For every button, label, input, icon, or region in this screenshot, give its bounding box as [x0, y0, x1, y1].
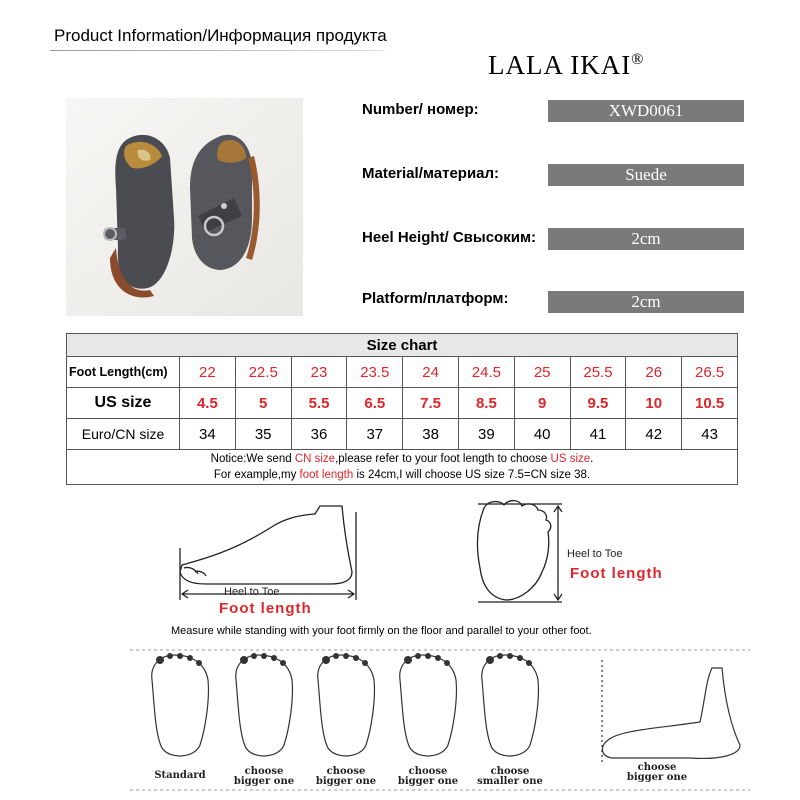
side-foot-outline: [180, 506, 352, 584]
measure-instruction: Measure while standing with your foot firmly on the floor and parallel to your other foot.: [171, 625, 592, 637]
caption-line: choose: [490, 766, 530, 777]
caption-line: Standard: [154, 770, 206, 781]
caption-bigger-3: [388, 767, 468, 787]
table-cell: 42: [626, 419, 682, 450]
toe-lines: [184, 567, 206, 576]
caption-line: bigger one: [397, 776, 459, 787]
notice-text: is 24cm,I will choose US size 7.5=CN size 38.: [353, 469, 591, 481]
foot-smaller: [482, 655, 539, 756]
table-cell: 26.5: [682, 357, 738, 388]
caption-line: choose: [326, 766, 366, 777]
spec-label-material: Material/материал:: [362, 165, 500, 182]
table-cell: 5.5: [291, 388, 347, 419]
table-cell: 36: [291, 419, 347, 450]
table-cell: 35: [235, 419, 291, 450]
heel-to-toe-label-top: Heel to Toe: [567, 548, 623, 560]
spec-label-number: Number/ номер:: [362, 101, 479, 118]
notice-text: Notice:We send: [210, 453, 295, 465]
brand-logo: [488, 50, 644, 81]
foot-bigger-1: [236, 655, 293, 756]
notice-highlight-us-size: US size: [550, 453, 591, 465]
foot-bigger-3: [400, 655, 457, 756]
us-size-row: [67, 388, 738, 419]
spec-value-heel-height: 2cm: [548, 228, 744, 250]
table-cell: 10.5: [682, 388, 738, 419]
notice-text: .: [590, 453, 594, 465]
caption-bigger-2: [306, 767, 386, 787]
size-chart-table: [66, 333, 738, 485]
size-notice: [67, 450, 738, 485]
table-cell: 23.5: [347, 357, 403, 388]
caption-standard: [140, 771, 220, 781]
table-cell: 43: [682, 419, 738, 450]
caption-line: choose: [637, 762, 677, 773]
table-cell: 7.5: [403, 388, 459, 419]
foot-length-header: Foot Length(cm): [67, 357, 180, 388]
foot-standard: [152, 655, 209, 756]
table-cell: 9: [514, 388, 570, 419]
spec-value-platform: 2cm: [548, 291, 744, 313]
table-cell: 34: [180, 419, 236, 450]
table-cell: 37: [347, 419, 403, 450]
foot-length-label-side: Foot length: [219, 600, 312, 617]
brand-name: LALA IKAI: [488, 50, 632, 80]
table-cell: 23: [291, 357, 347, 388]
product-photo: [66, 98, 303, 316]
notice-highlight-cn-size: CN size: [294, 453, 336, 465]
caption-smaller: [470, 767, 550, 787]
spec-value-material: Suede: [548, 164, 744, 186]
table-cell: 10: [626, 388, 682, 419]
table-cell: 22: [180, 357, 236, 388]
size-chart-title: Size chart: [67, 334, 738, 357]
table-cell: 25: [514, 357, 570, 388]
euro-size-row: [67, 419, 738, 450]
spec-value-number: XWD0061: [548, 100, 744, 122]
table-cell: 38: [403, 419, 459, 450]
table-cell: 40: [514, 419, 570, 450]
caption-line: smaller one: [477, 776, 543, 787]
foot-bigger-2: [318, 655, 375, 756]
us-size-header: US size: [67, 388, 180, 419]
table-cell: 6.5: [347, 388, 403, 419]
spec-label-heel-height: Heel Height/ Свысоким:: [362, 229, 537, 246]
foot-length-label-top: Foot length: [570, 565, 663, 582]
table-cell: 4.5: [180, 388, 236, 419]
caption-bigger-side: [614, 763, 700, 783]
caption-line: choose: [244, 766, 284, 777]
table-cell: 24: [403, 357, 459, 388]
registered-mark: ®: [631, 51, 645, 68]
table-cell: 39: [458, 419, 514, 450]
top-foot-outline: [477, 501, 550, 600]
foot-measure-diagram: [0, 490, 800, 800]
table-cell: 26: [626, 357, 682, 388]
foot-side-bigger: [602, 668, 740, 758]
title-underline: [50, 50, 385, 51]
euro-size-header: Euro/CN size: [67, 419, 180, 450]
caption-line: choose: [408, 766, 448, 777]
table-cell: 9.5: [570, 388, 626, 419]
caption-bigger-1: [224, 767, 304, 787]
table-cell: 22.5: [235, 357, 291, 388]
spec-label-platform: Platform/платформ:: [362, 290, 509, 307]
caption-line: bigger one: [233, 776, 295, 787]
notice-text: For example,my: [213, 469, 300, 481]
table-cell: 5: [235, 388, 291, 419]
foot-length-row: [67, 357, 738, 388]
shoe-illustration: [66, 98, 303, 316]
table-cell: 25.5: [570, 357, 626, 388]
caption-line: bigger one: [626, 772, 688, 783]
notice-highlight-foot-length: foot length: [299, 469, 354, 481]
table-cell: 8.5: [458, 388, 514, 419]
notice-text: ,please refer to your foot length to choose: [335, 453, 551, 465]
table-cell: 24.5: [458, 357, 514, 388]
heel-to-toe-label-side: Heel to Toe: [224, 586, 280, 598]
table-cell: 41: [570, 419, 626, 450]
page-title: Product Information/Информация продукта: [54, 26, 387, 45]
caption-line: bigger one: [315, 776, 377, 787]
